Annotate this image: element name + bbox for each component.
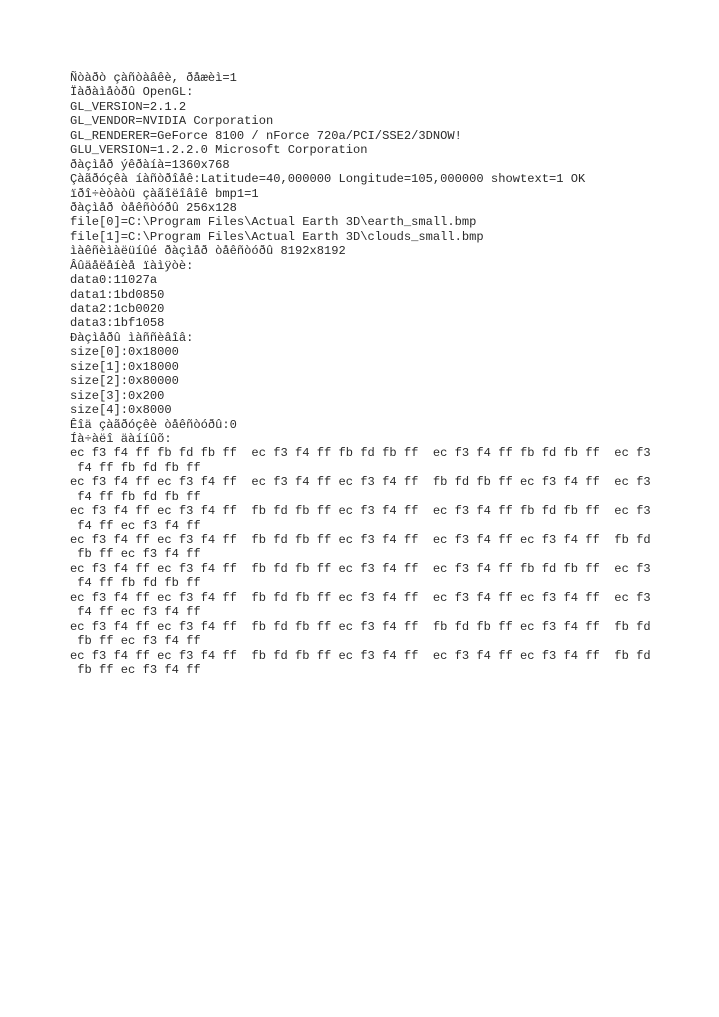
log-line: ìàêñèìàëüíûé ðàçìåð òåêñòóðû 8192x8192 xyxy=(70,244,346,259)
log-line: Íà÷àëî äàííûõ: xyxy=(70,431,172,446)
log-line: fb ff ec f3 f4 ff xyxy=(70,547,201,562)
log-line: ec f3 f4 ff ec f3 f4 ff fb fd fb ff ec f3 f4 ff ec f3 f4 ff fb fd fb ff ec f3 xyxy=(70,504,651,519)
log-line: size[1]:0x18000 xyxy=(70,359,179,374)
log-line: GLU_VERSION=1.2.2.0 Microsoft Corporation xyxy=(70,143,368,158)
log-line: ðàçìåð ýêðàíà=1360x768 xyxy=(70,157,230,172)
log-line: file[0]=C:\Program Files\Actual Earth 3D\earth_small.bmp xyxy=(70,215,477,230)
log-line: ïðî÷èòàòü çàãîëîâîê bmp1=1 xyxy=(70,186,259,201)
log-line: data3:1bf1058 xyxy=(70,316,165,331)
log-line: f4 ff fb fd fb ff xyxy=(70,460,201,475)
log-line: data1:1bd0850 xyxy=(70,287,165,302)
log-line: fb ff ec f3 f4 ff xyxy=(70,634,201,649)
log-line: Ïàðàìåòðû OpenGL: xyxy=(70,85,194,100)
log-line: file[1]=C:\Program Files\Actual Earth 3D\clouds_small.bmp xyxy=(70,229,484,244)
log-line: ec f3 f4 ff ec f3 f4 ff fb fd fb ff ec f3 f4 ff ec f3 f4 ff ec f3 f4 ff fb fd xyxy=(70,533,651,547)
log-text-block xyxy=(70,71,710,677)
log-line: GL_VERSION=2.1.2 xyxy=(70,99,187,114)
log-line: data0:11027a xyxy=(70,273,158,288)
log-line: GL_RENDERER=GeForce 8100 / nForce 720a/PCI/SSE2/3DNOW! xyxy=(70,128,462,143)
log-line: fb ff ec f3 f4 ff xyxy=(70,662,201,677)
log-line: size[3]:0x200 xyxy=(70,388,165,403)
log-line: f4 ff ec f3 f4 ff xyxy=(70,605,201,620)
log-line: ec f3 f4 ff ec f3 f4 ff ec f3 f4 ff ec f3 f4 ff fb fd fb ff ec f3 f4 ff ec f3 xyxy=(70,475,651,490)
log-line: Çàãðóçêà íàñòðîåê:Latitude=40,000000 Longitude=105,000000 showtext=1 OK xyxy=(70,172,586,187)
log-line: Ðàçìåðû ìàññèâîâ: xyxy=(70,330,194,345)
log-line: ec f3 f4 ff ec f3 f4 ff fb fd fb ff ec f3 f4 ff ec f3 f4 ff ec f3 f4 ff fb fd xyxy=(70,648,651,663)
log-line: data2:1cb0020 xyxy=(70,302,165,316)
log-line: ec f3 f4 ff ec f3 f4 ff fb fd fb ff ec f3 f4 ff ec f3 f4 ff fb fd fb ff ec f3 xyxy=(70,561,651,576)
log-line: size[0]:0x18000 xyxy=(70,345,179,360)
log-line: Âûäåëåíèå ïàìÿòè: xyxy=(70,258,194,273)
log-line: f4 ff fb fd fb ff xyxy=(70,576,201,591)
log-line: f4 ff ec f3 f4 ff xyxy=(70,518,201,533)
log-line: ec f3 f4 ff ec f3 f4 ff fb fd fb ff ec f3 f4 ff fb fd fb ff ec f3 f4 ff fb fd xyxy=(70,619,651,634)
log-line: size[4]:0x8000 xyxy=(70,403,172,418)
log-line: GL_VENDOR=NVIDIA Corporation xyxy=(70,114,274,129)
log-line: Ñòàðò çàñòàâêè, ðåæèì=1 xyxy=(70,71,237,85)
log-line: Êîä çàãðóçêè òåêñòóðû:0 xyxy=(70,417,237,432)
log-line: ec f3 f4 ff fb fd fb ff ec f3 f4 ff fb fd fb ff ec f3 f4 ff fb fd fb ff ec f3 xyxy=(70,446,651,461)
log-line: ðàçìåð òåêñòóðû 256x128 xyxy=(70,200,237,215)
log-line: ec f3 f4 ff ec f3 f4 ff fb fd fb ff ec f3 f4 ff ec f3 f4 ff ec f3 f4 ff ec f3 xyxy=(70,590,651,605)
log-line: size[2]:0x80000 xyxy=(70,374,179,389)
log-line: f4 ff fb fd fb ff xyxy=(70,489,201,504)
